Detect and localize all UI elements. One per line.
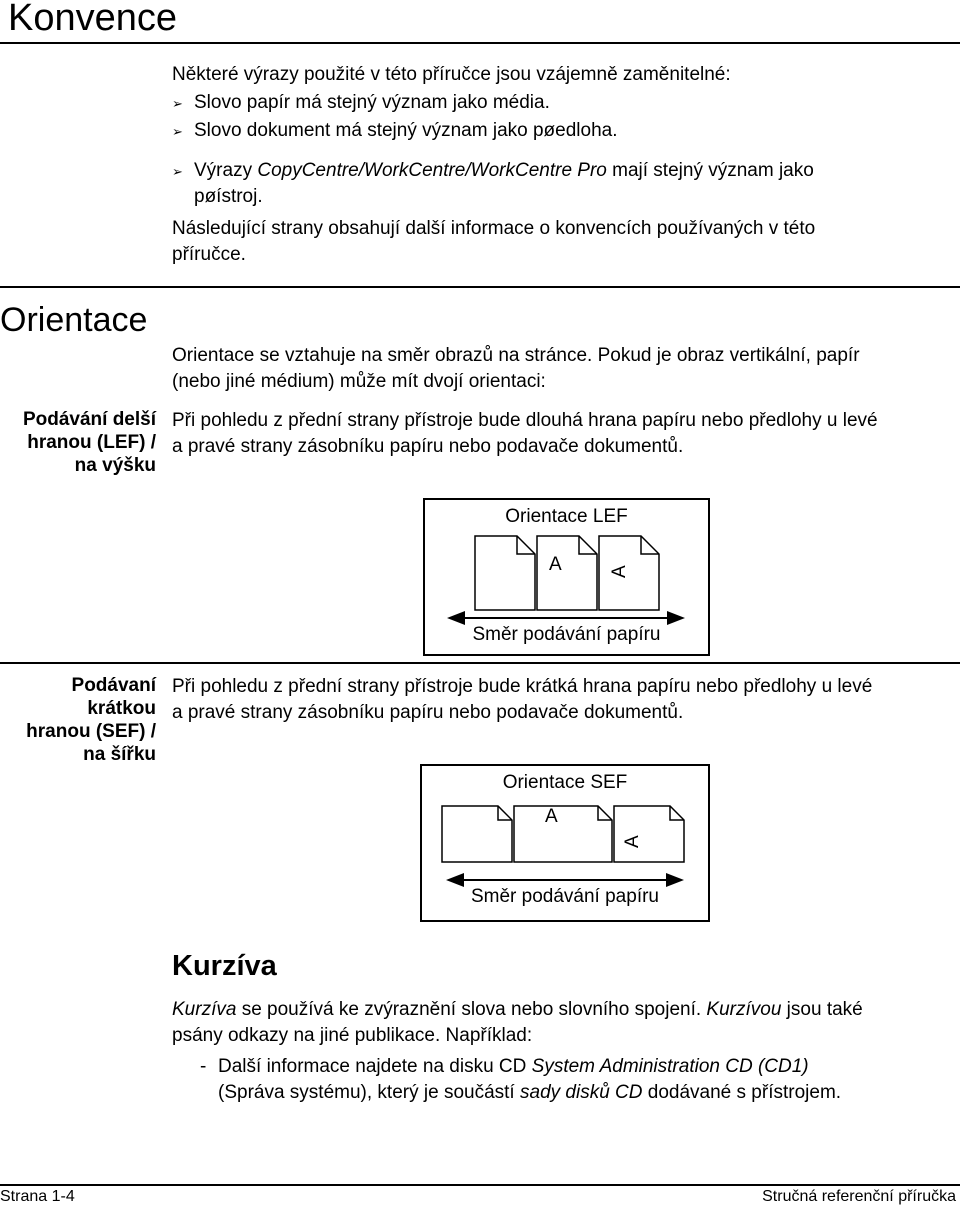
list-item-continuation: pøístroj. bbox=[194, 186, 263, 207]
list-item bbox=[172, 118, 618, 145]
lef-letter-upright: A bbox=[549, 554, 562, 575]
orientation-desc-line1: Orientace se vztahuje na směr obrazů na stránce. Pokud je obraz vertikální, papír bbox=[172, 345, 860, 366]
bullet-arrow-icon: ➢ bbox=[172, 124, 183, 139]
bullet-arrow-icon: ➢ bbox=[172, 96, 183, 111]
list-item-text: Slovo papír má stejný význam jako média. bbox=[194, 92, 550, 113]
publication-name: System Administration CD (CD1) bbox=[531, 1056, 809, 1077]
sef-text-line2: a pravé strany zásobníku papíru nebo podavače dokumentů. bbox=[172, 702, 684, 723]
intro-lead: Některé výrazy použité v této příručce jsou vzájemně zaměnitelné: bbox=[172, 64, 731, 85]
sef-diagram-title: Orientace SEF bbox=[502, 772, 628, 793]
lef-text-line2: a pravé strany zásobníku papíru nebo podavače dokumentů. bbox=[172, 436, 684, 457]
footer-page-number: Strana 1-4 bbox=[0, 1188, 75, 1205]
section-heading-orientation: Orientace bbox=[0, 301, 148, 339]
product-names: CopyCentre/WorkCentre/WorkCentre Pro bbox=[257, 160, 607, 181]
italics-paragraph-line1: Kurzíva se používá ke zvýraznění slova nebo slovního spojení. Kurzívou jsou také bbox=[172, 999, 863, 1020]
bullet-arrow-icon: ➢ bbox=[172, 164, 183, 179]
footer-rule bbox=[0, 1184, 960, 1186]
sef-letter-upright: A bbox=[545, 806, 558, 827]
list-item: ➢ Výrazy CopyCentre/WorkCentre/WorkCentre Pro mají stejný význam jako bbox=[172, 158, 814, 185]
section-heading-italics: Kurzíva bbox=[172, 950, 277, 982]
footer-guide-title: Stručná referenční příručka bbox=[762, 1188, 956, 1205]
orientation-desc-line2: (nebo jiné médium) může mít dvojí orientaci: bbox=[172, 371, 546, 392]
list-item bbox=[172, 90, 550, 117]
lef-letter-rotated: A bbox=[609, 565, 630, 578]
lef-arrow-label: Směr podávání papíru bbox=[472, 624, 661, 645]
sef-letter-rotated: A bbox=[622, 835, 643, 848]
section-rule bbox=[0, 662, 960, 664]
sef-diagram bbox=[420, 764, 710, 922]
sef-arrow-label: Směr podávání papíru bbox=[470, 886, 659, 907]
example-line2: (Správa systému), který je součástí sady disků CD dodávané s přístrojem. bbox=[218, 1082, 842, 1103]
lef-text-line1: Při pohledu z přední strany přístroje bude dlouhá hrana papíru nebo předlohy u levé bbox=[172, 410, 878, 431]
italics-paragraph-line2: psány odkazy na jiné publikace. Například: bbox=[172, 1025, 533, 1046]
following-text-line2: příručce. bbox=[172, 244, 246, 265]
lef-diagram-title: Orientace LEF bbox=[505, 506, 628, 527]
sef-side-heading: Podávaní krátkou hranou (SEF) / na šířku bbox=[26, 675, 156, 765]
list-item-text: Slovo dokument má stejný význam jako pøedloha. bbox=[194, 120, 618, 141]
lef-side-heading: Podávání delší hranou (LEF) / na výšku bbox=[22, 409, 156, 476]
sef-text-line1: Při pohledu z přední strany přístroje bude krátká hrana papíru nebo předlohy u levé bbox=[172, 676, 873, 697]
page-title: Konvence bbox=[8, 0, 178, 39]
title-rule bbox=[0, 42, 960, 44]
section-rule bbox=[0, 286, 960, 288]
example-line1: Další informace najdete na disku CD System Administration CD (CD1) bbox=[218, 1056, 809, 1077]
lef-diagram bbox=[423, 498, 710, 656]
example-dash: - bbox=[200, 1056, 207, 1077]
following-text-line1: Následující strany obsahují další informace o konvencích používaných v této bbox=[172, 218, 816, 239]
